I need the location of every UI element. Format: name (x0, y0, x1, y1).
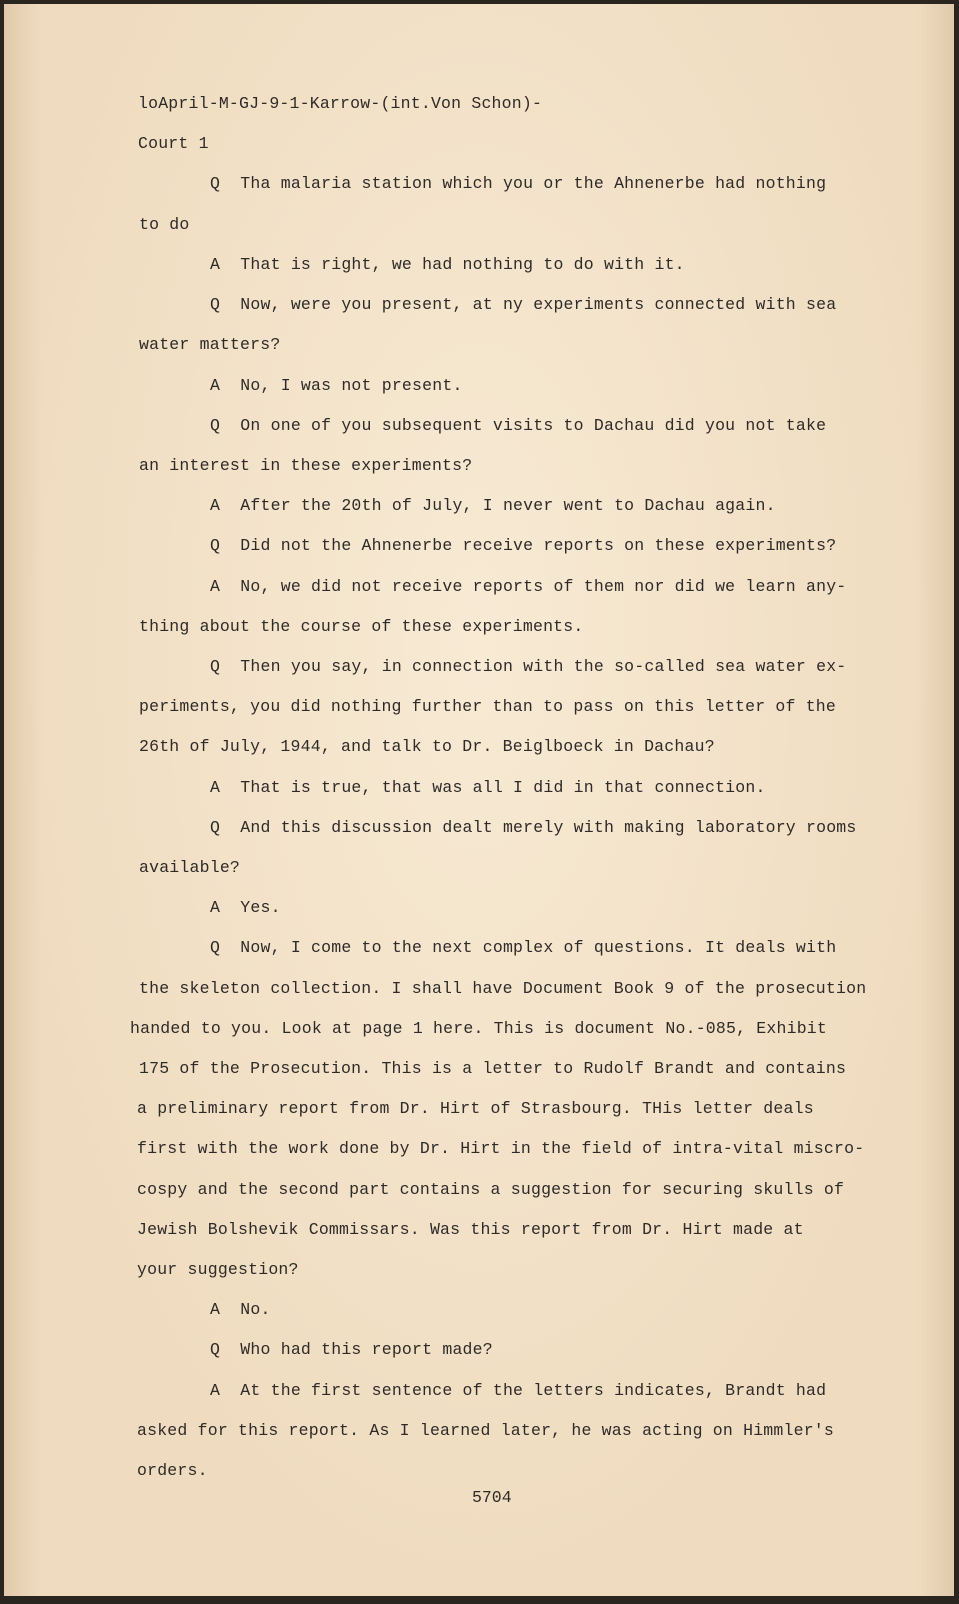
text-line: cospy and the second part contains a suggestion for securing skulls of (137, 1180, 845, 1199)
header-line-2: Court 1 (138, 134, 209, 153)
text-line: A Yes. (210, 898, 281, 917)
text-line: to do (139, 215, 190, 234)
text-line: your suggestion? (137, 1260, 299, 1279)
text-line: 26th of July, 1944, and talk to Dr. Beiglboeck in Dachau? (139, 737, 715, 756)
text-line: first with the work done by Dr. Hirt in the field of intra-vital miscro- (137, 1139, 865, 1158)
page-number: 5704 (472, 1488, 512, 1507)
text-line: A That is true, that was all I did in that connection. (210, 778, 766, 797)
text-line: water matters? (139, 335, 281, 354)
text-line: Q Then you say, in connection with the so-called sea water ex- (210, 657, 847, 676)
text-line: an interest in these experiments? (139, 456, 473, 475)
text-line: the skeleton collection. I shall have Document Book 9 of the prosecution (139, 979, 867, 998)
text-line: handed to you. Look at page 1 here. This is document No.-085, Exhibit (130, 1019, 828, 1038)
text-line: A That is right, we had nothing to do with it. (210, 255, 685, 274)
document-page (4, 4, 954, 1596)
header-line-1: loApril-M-GJ-9-1-Karrow-(int.Von Schon)- (138, 94, 543, 113)
text-line: A After the 20th of July, I never went to Dachau again. (210, 496, 776, 515)
text-line: asked for this report. As I learned later, he was acting on Himmler's (137, 1421, 835, 1440)
text-line: A No, we did not receive reports of them nor did we learn any- (210, 577, 847, 596)
text-line: periments, you did nothing further than to pass on this letter of the (139, 697, 837, 716)
text-line: Q Now, I come to the next complex of questions. It deals with (210, 938, 837, 957)
text-line: Q On one of you subsequent visits to Dachau did you not take (210, 416, 827, 435)
text-line: Jewish Bolshevik Commissars. Was this report from Dr. Hirt made at (137, 1220, 804, 1239)
text-line: A At the first sentence of the letters indicates, Brandt had (210, 1381, 827, 1400)
text-line: Q Did not the Ahnenerbe receive reports on these experiments? (210, 536, 837, 555)
text-line: 175 of the Prosecution. This is a letter to Rudolf Brandt and contains (139, 1059, 847, 1078)
text-line: Q Now, were you present, at ny experiments connected with sea (210, 295, 837, 314)
text-line: available? (139, 858, 241, 877)
text-line: Q And this discussion dealt merely with making laboratory rooms (210, 818, 857, 837)
text-line: Q Tha malaria station which you or the Ahnenerbe had nothing (210, 174, 827, 193)
text-line: A No. (210, 1300, 271, 1319)
text-line: Q Who had this report made? (210, 1340, 493, 1359)
text-line: orders. (137, 1461, 208, 1480)
text-line: a preliminary report from Dr. Hirt of Strasbourg. THis letter deals (137, 1099, 814, 1118)
text-line: thing about the course of these experiments. (139, 617, 584, 636)
text-line: A No, I was not present. (210, 376, 463, 395)
